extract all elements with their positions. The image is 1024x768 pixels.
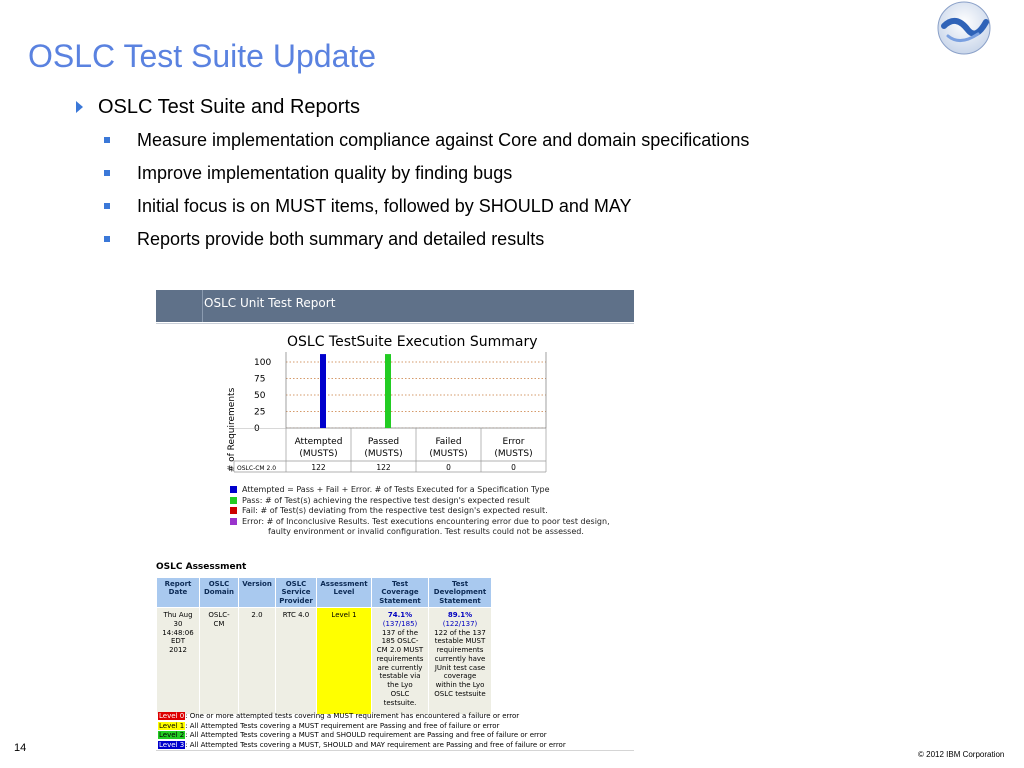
- x-category-label: (MUSTS): [299, 449, 338, 459]
- level-note: [158, 741, 566, 751]
- report-header-label: OSLC Unit Test Report: [204, 296, 336, 310]
- level-description: : All Attempted Tests covering a MUST, SHOULD and MAY requirement are Passing and free of failure or error: [185, 740, 566, 749]
- legend-text: Error: # of Inconclusive Results. Test executions encountering error due to poor test design,: [242, 516, 610, 526]
- level-description: : All Attempted Tests covering a MUST and SHOULD requirement are Passing and free of failure or error: [185, 731, 547, 739]
- provider-cell: RTC 4.0: [276, 608, 317, 715]
- copyright: © 2012 IBM Corporation: [918, 750, 1005, 759]
- level-tag: Level 0: [159, 712, 185, 720]
- table-header-row: [157, 578, 492, 608]
- column-header: Test Development Statement: [429, 578, 492, 608]
- data-value-label: 122: [311, 463, 326, 472]
- level-note: [158, 731, 566, 741]
- sub-bullet-text: Initial focus is on MUST items, followed by SHOULD and MAY: [137, 196, 632, 216]
- legend-swatch: [230, 486, 237, 493]
- coverage-fraction: (137/185): [382, 619, 418, 628]
- data-value-label: 0: [446, 463, 451, 472]
- legend-text: faulty environment or invalid configuration. Test results could not be assessed.: [268, 527, 584, 536]
- report-header-cell: [156, 290, 203, 322]
- column-header: OSLC Service Provider: [276, 578, 317, 608]
- y-axis-label: # of Requirements: [227, 387, 237, 473]
- arrow-bullet-icon: [76, 101, 83, 113]
- square-bullet-icon: [104, 203, 110, 209]
- coverage-statement: 137 of the 185 OSLC- CM 2.0 MUST requirements are currently testable via the Lyo OSLC testsuite.: [376, 628, 424, 707]
- level-tag: Level 2: [159, 731, 185, 739]
- legend-swatch: [230, 518, 237, 525]
- y-tick-label: 25: [254, 407, 266, 418]
- table-row: [157, 608, 492, 715]
- legend-text: Attempted = Pass + Fail + Error. # of Tests Executed for a Specification Type: [242, 485, 550, 494]
- level-description: : One or more attempted tests covering a MUST requirement has encountered a failure or error: [185, 712, 520, 720]
- y-tick-label: 100: [254, 358, 272, 368]
- report-divider: [156, 323, 634, 324]
- square-bullet-icon: [104, 170, 110, 176]
- domain-cell: [200, 608, 239, 715]
- x-category-label: Error: [502, 437, 525, 447]
- coverage-cell: [372, 608, 429, 715]
- data-value-label: 0: [511, 463, 516, 472]
- column-header: Test Coverage Statement: [372, 578, 429, 608]
- report-date-cell: [157, 608, 200, 715]
- x-category-label: Attempted: [294, 437, 343, 447]
- x-category-label: (MUSTS): [364, 449, 403, 459]
- legend-text: Fail: # of Test(s) deviating from the respective test design's expected result.: [242, 506, 548, 515]
- sub-bullet-text: Measure implementation compliance against Core and domain specifications: [137, 130, 750, 150]
- development-percent: 89.1%: [447, 611, 473, 620]
- y-tick-label: 50: [254, 391, 266, 401]
- column-header: Assessment Level: [317, 578, 372, 608]
- x-category-label: (MUSTS): [429, 449, 468, 459]
- column-header: OSLC Domain: [200, 578, 239, 608]
- slide-title: OSLC Test Suite Update: [28, 38, 377, 74]
- sub-bullet-text: Reports provide both summary and detailed results: [137, 229, 545, 249]
- development-cell: [429, 608, 492, 715]
- y-tick-label: 0: [254, 424, 260, 434]
- assessment-table: [156, 577, 492, 715]
- chart-data-table: [220, 428, 550, 488]
- sub-bullet-text: Improve implementation quality by finding bugs: [137, 163, 513, 183]
- page-number: 14: [14, 742, 27, 754]
- legend-swatch: [230, 507, 237, 514]
- level-tag: Level 3: [159, 740, 185, 749]
- level-cell: Level 1: [317, 608, 372, 715]
- column-header: Version: [239, 578, 276, 608]
- bar: [385, 354, 391, 428]
- assessment-title: OSLC Assessment: [156, 562, 247, 572]
- version-cell: 2.0: [239, 608, 276, 715]
- level-notes: [158, 712, 566, 750]
- series-row-label: OSLC-CM 2.0: [237, 465, 277, 472]
- development-statement: 122 of the 137 testable MUST requirements currently have JUnit test case coverage within the Lyo OSLC testsuite: [434, 628, 486, 698]
- oslc-logo: [934, 0, 994, 56]
- domain-text: OSLC- CM: [208, 611, 230, 628]
- report-date-text: Thu Aug 30 14:48:06 EDT 2012: [162, 611, 194, 655]
- x-category-label: Failed: [435, 437, 462, 447]
- coverage-percent: 74.1%: [387, 611, 413, 620]
- report-bottom-line: [156, 750, 634, 751]
- level-description: : All Attempted Tests covering a MUST requirement are Passing and free of failure or error: [185, 721, 500, 730]
- square-bullet-icon: [104, 137, 110, 143]
- development-fraction: (122/137): [442, 619, 478, 628]
- legend-swatch: [230, 497, 237, 504]
- level-note: [158, 722, 566, 732]
- chart-title: OSLC TestSuite Execution Summary: [287, 334, 538, 350]
- x-category-label: (MUSTS): [494, 449, 533, 459]
- level-note: [158, 712, 566, 722]
- report-header-bar: [156, 290, 634, 322]
- legend-text: Pass: # of Test(s) achieving the respective test design's expected result: [242, 495, 530, 505]
- column-header: Report Date: [157, 578, 200, 608]
- data-value-label: 122: [376, 463, 391, 472]
- square-bullet-icon: [104, 236, 110, 242]
- y-tick-label: 75: [254, 374, 266, 385]
- x-category-label: Passed: [367, 437, 400, 447]
- bar: [320, 354, 326, 428]
- main-bullet-text: OSLC Test Suite and Reports: [98, 96, 360, 118]
- level-tag: Level 1: [159, 721, 185, 730]
